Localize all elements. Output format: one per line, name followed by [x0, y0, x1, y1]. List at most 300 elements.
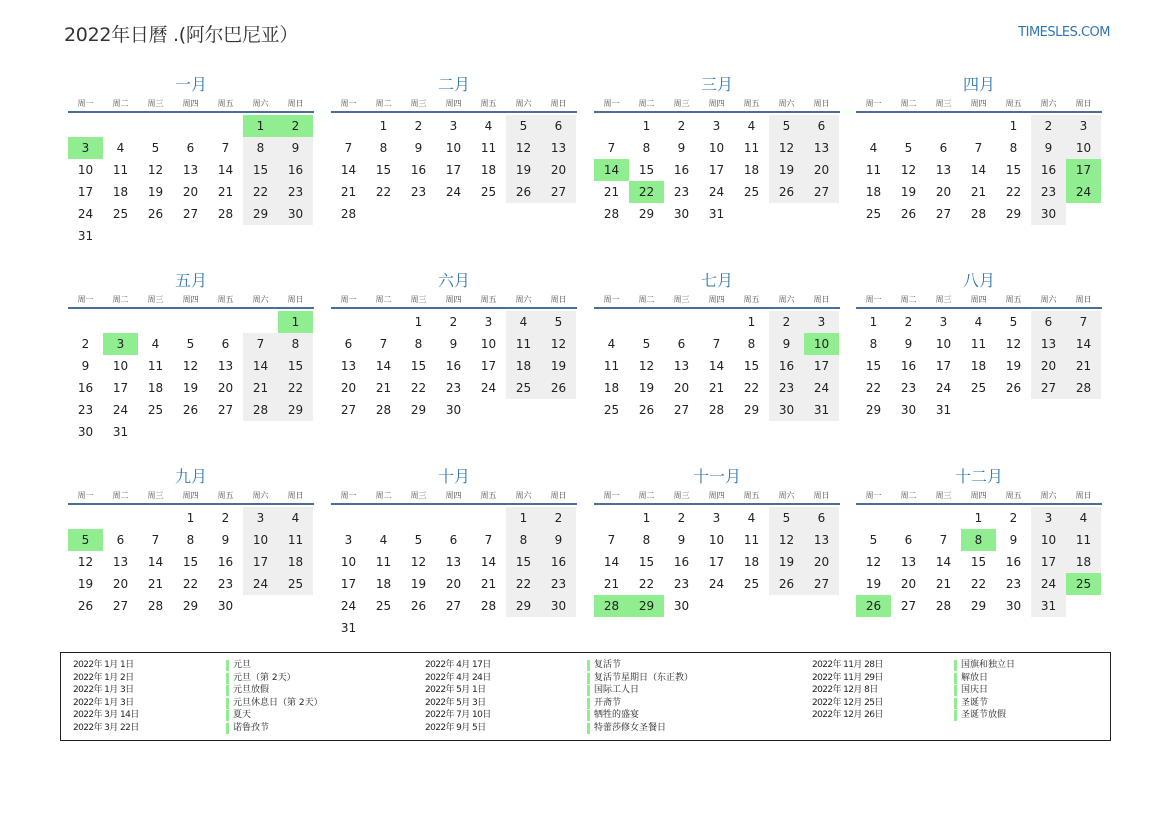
day-cell[interactable]: 10 — [804, 333, 839, 355]
day-cell[interactable]: 15 — [243, 159, 278, 181]
day-cell[interactable]: 11 — [278, 529, 313, 551]
day-cell[interactable]: 29 — [629, 595, 664, 617]
day-cell[interactable]: 21 — [340, 185, 357, 199]
day-cell[interactable]: 10 — [1031, 529, 1066, 551]
day-cell[interactable]: 10 — [480, 337, 497, 351]
day-cell[interactable]: 24 — [480, 381, 497, 395]
day-cell[interactable]: 5 — [151, 141, 160, 155]
day-cell[interactable]: 11 — [112, 163, 129, 177]
day-cell[interactable]: 21 — [147, 577, 164, 591]
day-cell[interactable]: 17 — [708, 163, 725, 177]
day-cell[interactable]: 8 — [747, 337, 756, 351]
day-cell[interactable]: 23 — [1005, 577, 1022, 591]
day-cell[interactable]: 14 — [375, 359, 392, 373]
day-cell[interactable]: 18 — [743, 163, 760, 177]
day-cell[interactable]: 23 — [278, 181, 313, 203]
day-cell[interactable]: 7 — [607, 533, 616, 547]
day-cell[interactable]: 8 — [961, 529, 996, 551]
day-cell[interactable]: 7 — [607, 141, 616, 155]
day-cell[interactable]: 15 — [865, 359, 882, 373]
day-cell[interactable]: 21 — [603, 185, 620, 199]
day-cell[interactable]: 16 — [410, 163, 427, 177]
day-cell[interactable]: 17 — [708, 555, 725, 569]
day-cell[interactable]: 10 — [77, 163, 94, 177]
day-cell[interactable]: 24 — [935, 381, 952, 395]
day-cell[interactable]: 29 — [970, 599, 987, 613]
day-cell[interactable]: 2 — [541, 507, 576, 529]
day-cell[interactable]: 15 — [1005, 163, 1022, 177]
day-cell[interactable]: 6 — [939, 141, 948, 155]
day-cell[interactable]: 14 — [147, 555, 164, 569]
day-cell[interactable]: 29 — [865, 403, 882, 417]
day-cell[interactable]: 22 — [970, 577, 987, 591]
day-cell[interactable]: 9 — [541, 529, 576, 551]
day-cell[interactable]: 18 — [147, 381, 164, 395]
day-cell[interactable]: 13 — [673, 359, 690, 373]
day-cell[interactable]: 14 — [480, 555, 497, 569]
day-cell[interactable]: 10 — [708, 533, 725, 547]
day-cell[interactable]: 11 — [147, 359, 164, 373]
day-cell[interactable]: 28 — [340, 207, 357, 221]
day-cell[interactable]: 15 — [638, 555, 655, 569]
day-cell[interactable]: 6 — [186, 141, 195, 155]
day-cell[interactable]: 10 — [1066, 137, 1101, 159]
day-cell[interactable]: 2 — [449, 315, 458, 329]
day-cell[interactable]: 18 — [112, 185, 129, 199]
day-cell[interactable]: 16 — [445, 359, 462, 373]
day-cell[interactable]: 14 — [340, 163, 357, 177]
day-cell[interactable]: 30 — [673, 207, 690, 221]
day-cell[interactable]: 22 — [638, 577, 655, 591]
day-cell[interactable]: 20 — [541, 159, 576, 181]
day-cell[interactable]: 25 — [1066, 573, 1101, 595]
day-cell[interactable]: 1 — [869, 315, 878, 329]
day-cell[interactable]: 16 — [673, 163, 690, 177]
day-cell[interactable]: 6 — [449, 533, 458, 547]
day-cell[interactable]: 15 — [375, 163, 392, 177]
day-cell[interactable]: 22 — [865, 381, 882, 395]
day-cell[interactable]: 3 — [1066, 115, 1101, 137]
day-cell[interactable]: 24 — [708, 185, 725, 199]
day-cell[interactable]: 15 — [182, 555, 199, 569]
day-cell[interactable]: 26 — [638, 403, 655, 417]
day-cell[interactable]: 27 — [340, 403, 357, 417]
day-cell[interactable]: 22 — [278, 377, 313, 399]
day-cell[interactable]: 9 — [1031, 137, 1066, 159]
day-cell[interactable]: 25 — [480, 185, 497, 199]
day-cell[interactable]: 23 — [410, 185, 427, 199]
day-cell[interactable]: 24 — [340, 599, 357, 613]
day-cell[interactable]: 31 — [804, 399, 839, 421]
day-cell[interactable]: 6 — [221, 337, 230, 351]
day-cell[interactable]: 25 — [506, 377, 541, 399]
day-cell[interactable]: 18 — [865, 185, 882, 199]
day-cell[interactable]: 16 — [217, 555, 234, 569]
day-cell[interactable]: 3 — [344, 533, 353, 547]
day-cell[interactable]: 15 — [506, 551, 541, 573]
day-cell[interactable]: 23 — [541, 573, 576, 595]
day-cell[interactable]: 11 — [743, 141, 760, 155]
day-cell[interactable]: 13 — [1031, 333, 1066, 355]
day-cell[interactable]: 19 — [1005, 359, 1022, 373]
day-cell[interactable]: 18 — [480, 163, 497, 177]
day-cell[interactable]: 3 — [939, 315, 948, 329]
day-cell[interactable]: 7 — [484, 533, 493, 547]
day-cell[interactable]: 27 — [182, 207, 199, 221]
day-cell[interactable]: 22 — [375, 185, 392, 199]
day-cell[interactable]: 18 — [970, 359, 987, 373]
day-cell[interactable]: 5 — [186, 337, 195, 351]
day-cell[interactable]: 13 — [935, 163, 952, 177]
day-cell[interactable]: 12 — [77, 555, 94, 569]
day-cell[interactable]: 3 — [68, 137, 103, 159]
day-cell[interactable]: 30 — [673, 599, 690, 613]
day-cell[interactable]: 4 — [116, 141, 125, 155]
day-cell[interactable]: 30 — [77, 425, 94, 439]
day-cell[interactable]: 22 — [410, 381, 427, 395]
day-cell[interactable]: 9 — [677, 141, 686, 155]
day-cell[interactable]: 27 — [804, 573, 839, 595]
day-cell[interactable]: 20 — [340, 381, 357, 395]
day-cell[interactable]: 13 — [112, 555, 129, 569]
day-cell[interactable]: 4 — [1066, 507, 1101, 529]
day-cell[interactable]: 20 — [804, 551, 839, 573]
day-cell[interactable]: 25 — [603, 403, 620, 417]
day-cell[interactable]: 27 — [217, 403, 234, 417]
day-cell[interactable]: 20 — [900, 577, 917, 591]
day-cell[interactable]: 27 — [804, 181, 839, 203]
day-cell[interactable]: 14 — [243, 355, 278, 377]
day-cell[interactable]: 28 — [935, 599, 952, 613]
day-cell[interactable]: 20 — [182, 185, 199, 199]
day-cell[interactable]: 6 — [541, 115, 576, 137]
day-cell[interactable]: 20 — [673, 381, 690, 395]
day-cell[interactable]: 1 — [747, 315, 756, 329]
day-cell[interactable]: 24 — [77, 207, 94, 221]
day-cell[interactable]: 14 — [603, 555, 620, 569]
day-cell[interactable]: 19 — [147, 185, 164, 199]
day-cell[interactable]: 30 — [1005, 599, 1022, 613]
day-cell[interactable]: 10 — [445, 141, 462, 155]
day-cell[interactable]: 2 — [221, 511, 230, 525]
day-cell[interactable]: 9 — [221, 533, 230, 547]
day-cell[interactable]: 7 — [974, 141, 983, 155]
day-cell[interactable]: 19 — [182, 381, 199, 395]
day-cell[interactable]: 16 — [278, 159, 313, 181]
day-cell[interactable]: 16 — [673, 555, 690, 569]
day-cell[interactable]: 2 — [81, 337, 90, 351]
brand-link[interactable]: TIMESLES.COM — [1018, 25, 1110, 40]
day-cell[interactable]: 23 — [445, 381, 462, 395]
day-cell[interactable]: 18 — [603, 381, 620, 395]
day-cell[interactable]: 31 — [340, 621, 357, 635]
day-cell[interactable]: 5 — [769, 507, 804, 529]
day-cell[interactable]: 3 — [449, 119, 458, 133]
day-cell[interactable]: 14 — [1066, 333, 1101, 355]
day-cell[interactable]: 1 — [642, 511, 651, 525]
day-cell[interactable]: 16 — [1005, 555, 1022, 569]
day-cell[interactable]: 30 — [769, 399, 804, 421]
day-cell[interactable]: 9 — [904, 337, 913, 351]
day-cell[interactable]: 6 — [804, 507, 839, 529]
day-cell[interactable]: 3 — [712, 511, 721, 525]
day-cell[interactable]: 3 — [103, 333, 138, 355]
day-cell[interactable]: 5 — [506, 115, 541, 137]
day-cell[interactable]: 7 — [344, 141, 353, 155]
day-cell[interactable]: 1 — [186, 511, 195, 525]
day-cell[interactable]: 26 — [182, 403, 199, 417]
day-cell[interactable]: 22 — [506, 573, 541, 595]
day-cell[interactable]: 21 — [935, 577, 952, 591]
day-cell[interactable]: 18 — [1066, 551, 1101, 573]
day-cell[interactable]: 13 — [340, 359, 357, 373]
day-cell[interactable]: 5 — [68, 529, 103, 551]
day-cell[interactable]: 22 — [243, 181, 278, 203]
day-cell[interactable]: 2 — [278, 115, 313, 137]
day-cell[interactable]: 23 — [217, 577, 234, 591]
day-cell[interactable]: 31 — [112, 425, 129, 439]
day-cell[interactable]: 27 — [1031, 377, 1066, 399]
day-cell[interactable]: 2 — [677, 511, 686, 525]
day-cell[interactable]: 2 — [769, 311, 804, 333]
day-cell[interactable]: 21 — [375, 381, 392, 395]
day-cell[interactable]: 11 — [506, 333, 541, 355]
day-cell[interactable]: 23 — [900, 381, 917, 395]
day-cell[interactable]: 3 — [712, 119, 721, 133]
day-cell[interactable]: 9 — [677, 533, 686, 547]
day-cell[interactable]: 1 — [379, 119, 388, 133]
day-cell[interactable]: 8 — [1009, 141, 1018, 155]
day-cell[interactable]: 1 — [243, 115, 278, 137]
day-cell[interactable]: 27 — [900, 599, 917, 613]
day-cell[interactable]: 24 — [708, 577, 725, 591]
day-cell[interactable]: 11 — [603, 359, 620, 373]
day-cell[interactable]: 9 — [449, 337, 458, 351]
day-cell[interactable]: 29 — [506, 595, 541, 617]
day-cell[interactable]: 14 — [970, 163, 987, 177]
day-cell[interactable]: 22 — [629, 181, 664, 203]
day-cell[interactable]: 8 — [869, 337, 878, 351]
day-cell[interactable]: 21 — [480, 577, 497, 591]
day-cell[interactable]: 7 — [379, 337, 388, 351]
day-cell[interactable]: 18 — [375, 577, 392, 591]
day-cell[interactable]: 8 — [506, 529, 541, 551]
day-cell[interactable]: 4 — [869, 141, 878, 155]
day-cell[interactable]: 19 — [900, 185, 917, 199]
day-cell[interactable]: 14 — [708, 359, 725, 373]
day-cell[interactable]: 28 — [594, 595, 629, 617]
day-cell[interactable]: 25 — [112, 207, 129, 221]
day-cell[interactable]: 24 — [445, 185, 462, 199]
day-cell[interactable]: 4 — [607, 337, 616, 351]
day-cell[interactable]: 19 — [638, 381, 655, 395]
day-cell[interactable]: 13 — [900, 555, 917, 569]
day-cell[interactable]: 7 — [151, 533, 160, 547]
day-cell[interactable]: 1 — [278, 311, 313, 333]
day-cell[interactable]: 7 — [712, 337, 721, 351]
day-cell[interactable]: 3 — [243, 507, 278, 529]
day-cell[interactable]: 8 — [186, 533, 195, 547]
day-cell[interactable]: 28 — [708, 403, 725, 417]
day-cell[interactable]: 24 — [1031, 573, 1066, 595]
day-cell[interactable]: 29 — [1005, 207, 1022, 221]
day-cell[interactable]: 21 — [217, 185, 234, 199]
day-cell[interactable]: 12 — [147, 163, 164, 177]
day-cell[interactable]: 12 — [1005, 337, 1022, 351]
day-cell[interactable]: 3 — [804, 311, 839, 333]
day-cell[interactable]: 15 — [970, 555, 987, 569]
day-cell[interactable]: 29 — [278, 399, 313, 421]
day-cell[interactable]: 19 — [506, 159, 541, 181]
day-cell[interactable]: 19 — [77, 577, 94, 591]
day-cell[interactable]: 27 — [541, 181, 576, 203]
day-cell[interactable]: 28 — [147, 599, 164, 613]
day-cell[interactable]: 6 — [677, 337, 686, 351]
day-cell[interactable]: 20 — [935, 185, 952, 199]
day-cell[interactable]: 6 — [344, 337, 353, 351]
day-cell[interactable]: 28 — [217, 207, 234, 221]
day-cell[interactable]: 13 — [804, 529, 839, 551]
day-cell[interactable]: 12 — [769, 137, 804, 159]
day-cell[interactable]: 4 — [278, 507, 313, 529]
day-cell[interactable]: 29 — [743, 403, 760, 417]
day-cell[interactable]: 26 — [410, 599, 427, 613]
day-cell[interactable]: 11 — [1066, 529, 1101, 551]
day-cell[interactable]: 16 — [1031, 159, 1066, 181]
day-cell[interactable]: 21 — [708, 381, 725, 395]
day-cell[interactable]: 6 — [804, 115, 839, 137]
day-cell[interactable]: 17 — [340, 577, 357, 591]
day-cell[interactable]: 12 — [182, 359, 199, 373]
day-cell[interactable]: 8 — [642, 533, 651, 547]
day-cell[interactable]: 21 — [1066, 355, 1101, 377]
day-cell[interactable]: 20 — [804, 159, 839, 181]
day-cell[interactable]: 9 — [414, 141, 423, 155]
day-cell[interactable]: 27 — [673, 403, 690, 417]
day-cell[interactable]: 4 — [484, 119, 493, 133]
day-cell[interactable]: 14 — [217, 163, 234, 177]
day-cell[interactable]: 23 — [769, 377, 804, 399]
day-cell[interactable]: 22 — [182, 577, 199, 591]
day-cell[interactable]: 26 — [506, 181, 541, 203]
day-cell[interactable]: 17 — [1031, 551, 1066, 573]
day-cell[interactable]: 25 — [278, 573, 313, 595]
day-cell[interactable]: 19 — [410, 577, 427, 591]
day-cell[interactable]: 15 — [638, 163, 655, 177]
day-cell[interactable]: 29 — [410, 403, 427, 417]
day-cell[interactable]: 17 — [935, 359, 952, 373]
day-cell[interactable]: 1 — [414, 315, 423, 329]
day-cell[interactable]: 29 — [182, 599, 199, 613]
day-cell[interactable]: 24 — [804, 377, 839, 399]
day-cell[interactable]: 27 — [935, 207, 952, 221]
day-cell[interactable]: 1 — [974, 511, 983, 525]
day-cell[interactable]: 4 — [747, 511, 756, 525]
day-cell[interactable]: 17 — [112, 381, 129, 395]
day-cell[interactable]: 2 — [677, 119, 686, 133]
day-cell[interactable]: 2 — [904, 315, 913, 329]
day-cell[interactable]: 7 — [1066, 311, 1101, 333]
day-cell[interactable]: 30 — [900, 403, 917, 417]
day-cell[interactable]: 11 — [480, 141, 497, 155]
day-cell[interactable]: 26 — [769, 573, 804, 595]
day-cell[interactable]: 2 — [414, 119, 423, 133]
day-cell[interactable]: 5 — [1009, 315, 1018, 329]
day-cell[interactable]: 4 — [379, 533, 388, 547]
day-cell[interactable]: 28 — [243, 399, 278, 421]
day-cell[interactable]: 12 — [769, 529, 804, 551]
day-cell[interactable]: 21 — [970, 185, 987, 199]
day-cell[interactable]: 7 — [939, 533, 948, 547]
day-cell[interactable]: 22 — [1005, 185, 1022, 199]
day-cell[interactable]: 7 — [221, 141, 230, 155]
day-cell[interactable]: 9 — [769, 333, 804, 355]
day-cell[interactable]: 13 — [541, 137, 576, 159]
day-cell[interactable]: 20 — [112, 577, 129, 591]
day-cell[interactable]: 15 — [410, 359, 427, 373]
day-cell[interactable]: 28 — [375, 403, 392, 417]
day-cell[interactable]: 6 — [1031, 311, 1066, 333]
day-cell[interactable]: 8 — [379, 141, 388, 155]
day-cell[interactable]: 13 — [182, 163, 199, 177]
day-cell[interactable]: 12 — [506, 137, 541, 159]
day-cell[interactable]: 9 — [1009, 533, 1018, 547]
day-cell[interactable]: 24 — [243, 573, 278, 595]
day-cell[interactable]: 14 — [594, 159, 629, 181]
day-cell[interactable]: 23 — [673, 185, 690, 199]
day-cell[interactable]: 9 — [81, 359, 90, 373]
day-cell[interactable]: 16 — [541, 551, 576, 573]
day-cell[interactable]: 18 — [743, 555, 760, 569]
day-cell[interactable]: 8 — [243, 137, 278, 159]
day-cell[interactable]: 23 — [77, 403, 94, 417]
day-cell[interactable]: 11 — [865, 163, 882, 177]
day-cell[interactable]: 31 — [77, 229, 94, 243]
day-cell[interactable]: 15 — [743, 359, 760, 373]
day-cell[interactable]: 25 — [743, 185, 760, 199]
day-cell[interactable]: 16 — [77, 381, 94, 395]
day-cell[interactable]: 11 — [743, 533, 760, 547]
day-cell[interactable]: 24 — [112, 403, 129, 417]
day-cell[interactable]: 3 — [1031, 507, 1066, 529]
day-cell[interactable]: 28 — [480, 599, 497, 613]
day-cell[interactable]: 5 — [414, 533, 423, 547]
day-cell[interactable]: 12 — [541, 333, 576, 355]
day-cell[interactable]: 30 — [1031, 203, 1066, 225]
day-cell[interactable]: 5 — [869, 533, 878, 547]
day-cell[interactable]: 12 — [865, 555, 882, 569]
day-cell[interactable]: 21 — [603, 577, 620, 591]
day-cell[interactable]: 1 — [506, 507, 541, 529]
day-cell[interactable]: 1 — [1009, 119, 1018, 133]
day-cell[interactable]: 30 — [278, 203, 313, 225]
day-cell[interactable]: 5 — [769, 115, 804, 137]
day-cell[interactable]: 25 — [375, 599, 392, 613]
day-cell[interactable]: 5 — [642, 337, 651, 351]
day-cell[interactable]: 23 — [1031, 181, 1066, 203]
day-cell[interactable]: 9 — [278, 137, 313, 159]
day-cell[interactable]: 6 — [116, 533, 125, 547]
day-cell[interactable]: 2 — [1009, 511, 1018, 525]
day-cell[interactable]: 24 — [1066, 181, 1101, 203]
day-cell[interactable]: 27 — [112, 599, 129, 613]
day-cell[interactable]: 13 — [445, 555, 462, 569]
day-cell[interactable]: 25 — [147, 403, 164, 417]
day-cell[interactable]: 10 — [112, 359, 129, 373]
day-cell[interactable]: 10 — [340, 555, 357, 569]
day-cell[interactable]: 3 — [484, 315, 493, 329]
day-cell[interactable]: 17 — [480, 359, 497, 373]
